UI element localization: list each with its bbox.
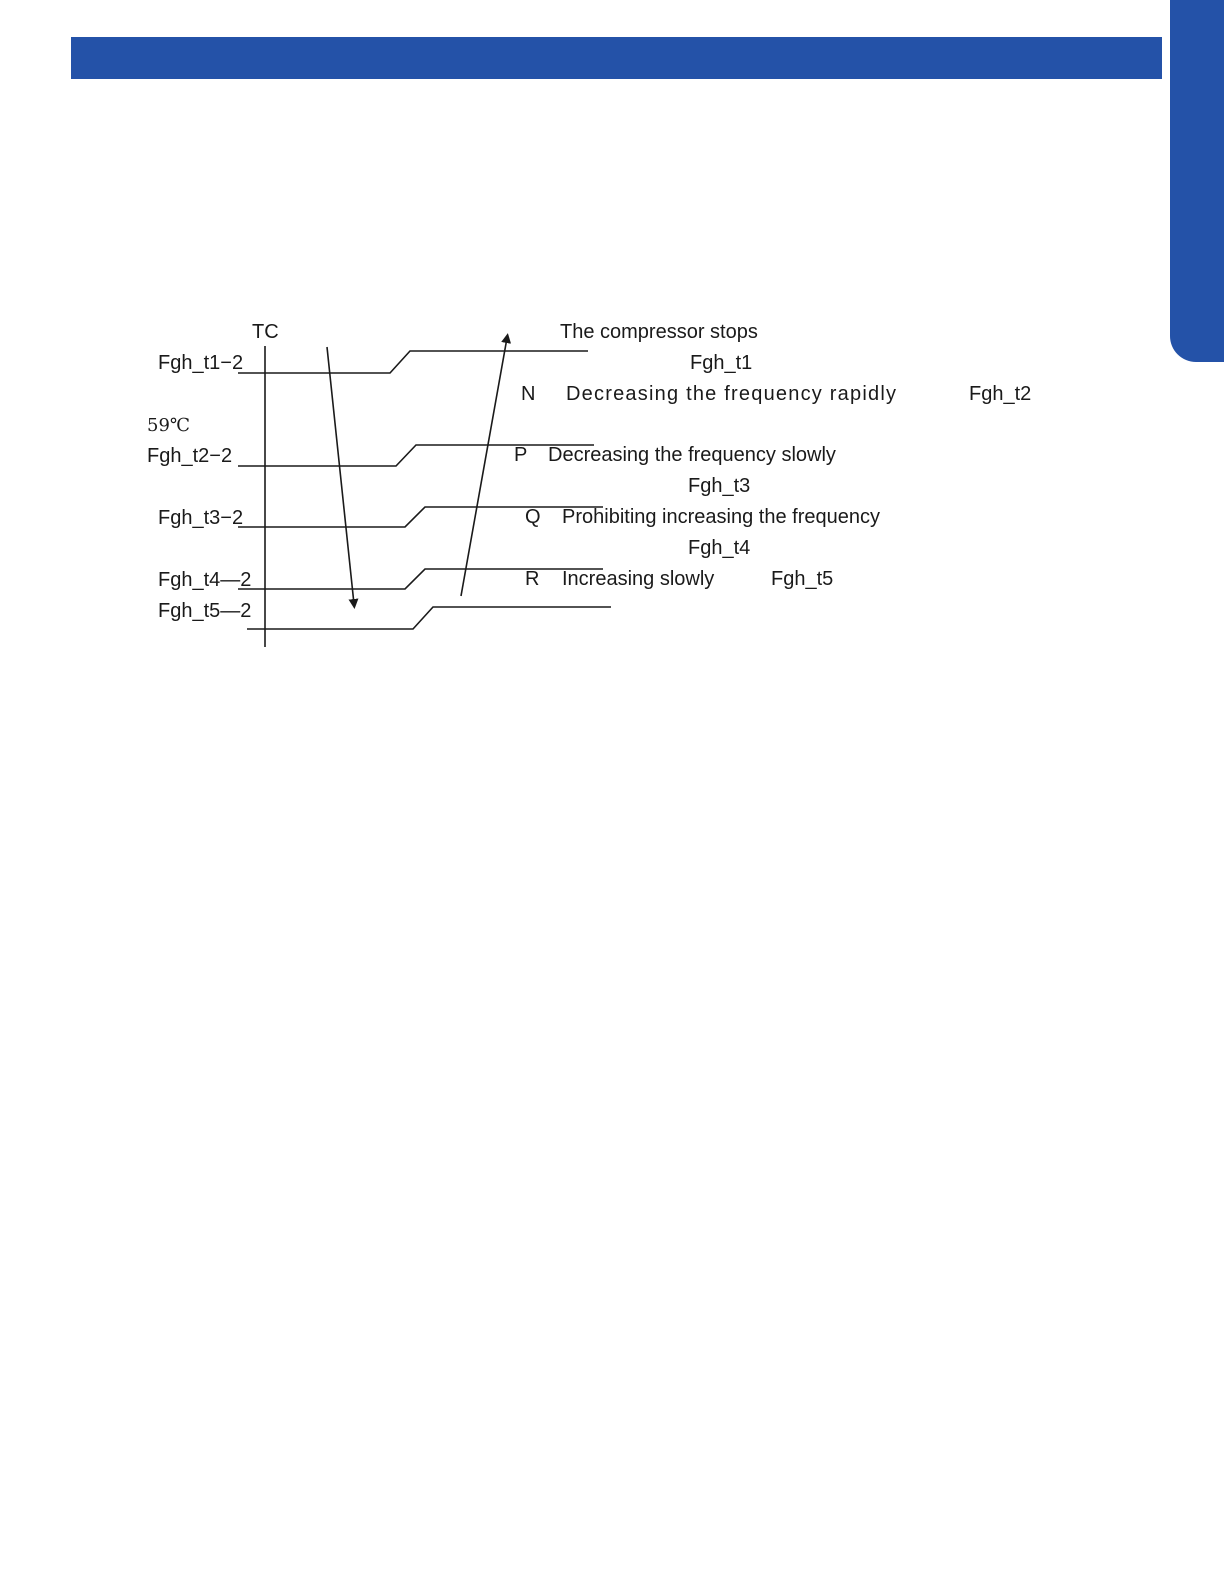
- threshold-line-t1: [238, 351, 588, 373]
- zone-r-letter: R: [525, 568, 540, 590]
- zone-r-ref: Fgh_t5: [771, 568, 834, 590]
- threshold-line-t5: [247, 607, 611, 629]
- rising-arrow: [461, 338, 507, 596]
- threshold-line-t4: [238, 569, 603, 589]
- zone-n-text: Decreasing the frequency rapidly: [566, 383, 896, 405]
- zone-n-letter: N: [521, 383, 536, 405]
- level-label-t1: Fgh_t1−2: [158, 352, 244, 374]
- zone-p-ref: Fgh_t3: [688, 475, 751, 497]
- zone-stop-text: The compressor stops: [560, 321, 758, 343]
- level-label-t5: Fgh_t5—2: [158, 600, 252, 622]
- level-label-t2: Fgh_t2−2: [147, 445, 233, 467]
- zone-r-text: Increasing slowly: [562, 568, 715, 590]
- threshold-line-t2: [238, 445, 594, 466]
- level-label-t4: Fgh_t4—2: [158, 569, 252, 591]
- threshold-line-t3: [238, 507, 603, 527]
- axis-label: TC: [252, 321, 279, 343]
- zone-p-letter: P: [514, 444, 528, 466]
- zone-q-text: Prohibiting increasing the frequency: [562, 506, 880, 528]
- zone-p-text: Decreasing the frequency slowly: [548, 444, 836, 466]
- falling-arrow: [327, 347, 354, 604]
- zone-n-ref: Fgh_t2: [969, 383, 1032, 405]
- zone-q-letter: Q: [525, 506, 541, 528]
- zone-stop-ref: Fgh_t1: [690, 352, 753, 374]
- level-label-t3: Fgh_t3−2: [158, 507, 244, 529]
- zone-q-ref: Fgh_t4: [688, 537, 751, 559]
- temp-note: 59℃: [147, 415, 191, 436]
